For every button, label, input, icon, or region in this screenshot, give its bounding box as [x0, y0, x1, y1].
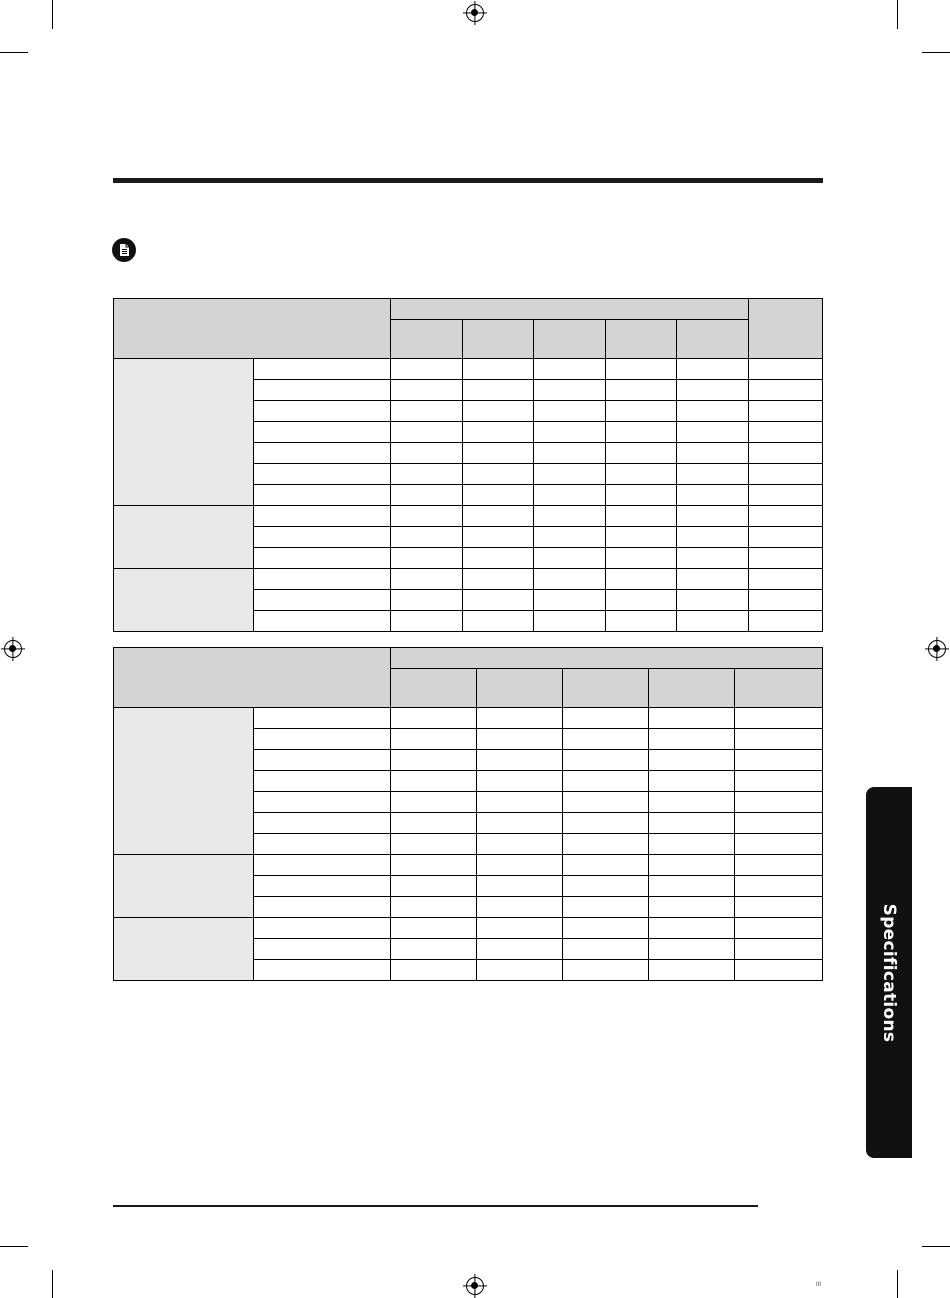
- note-icon: [112, 238, 136, 262]
- crop-mark: [52, 1270, 53, 1298]
- table-row: [114, 855, 823, 876]
- table-header-cell: [606, 320, 677, 359]
- footer-rule: [113, 1205, 758, 1207]
- table-row: [114, 708, 823, 729]
- table-header-cell: [391, 669, 477, 708]
- registration-mark-icon: [466, 4, 484, 22]
- table-header-cell: [477, 669, 563, 708]
- table-header-cell: [534, 320, 606, 359]
- group-cell: [114, 918, 254, 981]
- crop-mark: [897, 0, 898, 29]
- crop-mark: [897, 1270, 898, 1298]
- table-header-cell: [563, 669, 649, 708]
- crop-mark: [922, 52, 950, 53]
- spec-table-2: [113, 647, 823, 981]
- group-cell: [114, 506, 254, 569]
- crop-mark: [52, 0, 53, 29]
- table-header-cell: [114, 648, 391, 708]
- table-row: [114, 569, 823, 590]
- table-row: [114, 359, 823, 380]
- group-cell: [114, 569, 254, 632]
- table-header-cell: [749, 299, 823, 359]
- table-header-cell: [114, 299, 391, 359]
- table-row: [114, 506, 823, 527]
- section-tab-label: Specifications: [879, 903, 899, 1042]
- table-header-cell: [391, 320, 463, 359]
- table-header-cell: [391, 299, 749, 320]
- registration-mark-icon: [4, 640, 22, 658]
- group-cell: [114, 359, 254, 506]
- crop-mark: [0, 52, 28, 53]
- crop-mark: [0, 1246, 28, 1247]
- crop-mark: [922, 1246, 950, 1247]
- table-row: [114, 918, 823, 939]
- table-header-cell: [677, 320, 749, 359]
- table-header-cell: [649, 669, 735, 708]
- group-cell: [114, 708, 254, 855]
- table-header-cell: [463, 320, 534, 359]
- spec-table-1: [113, 298, 823, 632]
- page-mark: III: [816, 1282, 822, 1288]
- table-header-cell: [391, 648, 823, 669]
- registration-mark-icon: [466, 1277, 484, 1295]
- registration-mark-icon: [928, 640, 946, 658]
- group-cell: [114, 855, 254, 918]
- table-header-cell: [735, 669, 823, 708]
- section-tab: [866, 787, 912, 1158]
- section-rule: [113, 178, 823, 183]
